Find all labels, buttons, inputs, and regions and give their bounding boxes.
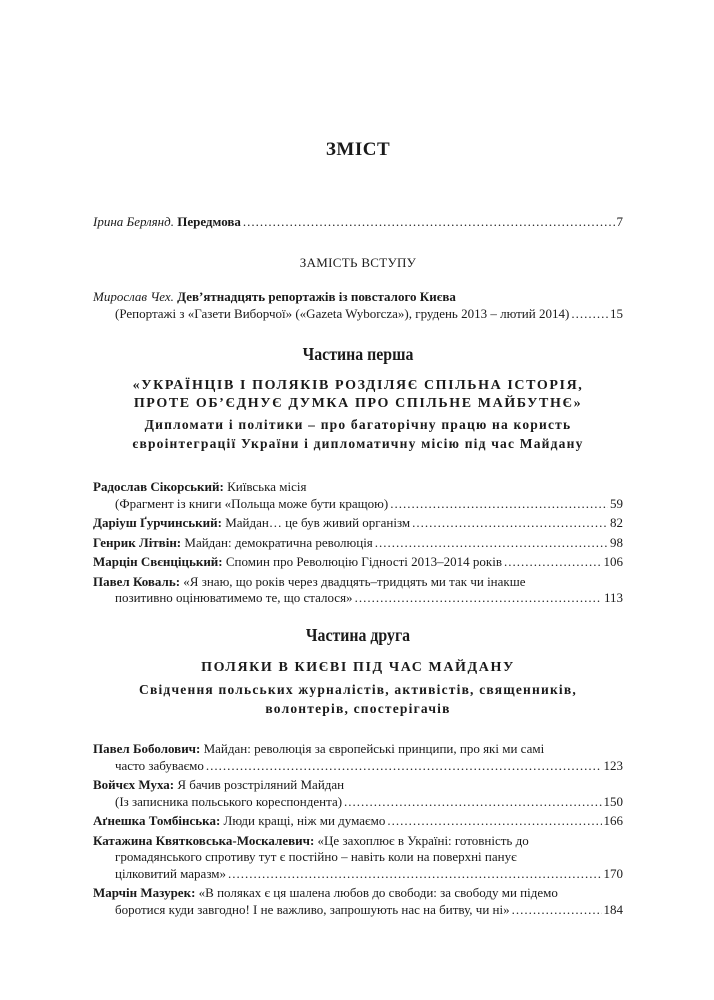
entry-title: Передмова: [177, 214, 241, 229]
entry-title-line: Майдан… це був живий організм: [225, 515, 411, 530]
entry-page: 166: [603, 813, 623, 828]
part-heading-line: ПРОТЕ ОБ’ЄДНУЄ ДУМКА ПРО СПІЛЬНЕ МАЙБУТНЄ»: [133, 396, 583, 411]
part-heading: [93, 659, 623, 677]
entry-page: 15: [610, 305, 623, 321]
toc-entry-preface[interactable]: [93, 214, 623, 231]
part-label: Частина друга: [305, 625, 411, 645]
toc-entry[interactable]: [93, 813, 623, 830]
entry-page: 170: [603, 865, 623, 881]
entry-title-line: громадянського спротиву тут є постійно – навіть коли на поверхні панує: [115, 849, 517, 864]
entry-title-line: «Це захоплює в Україні: готовність до: [317, 832, 529, 848]
dot-leader: [571, 306, 608, 323]
dot-leader: [412, 515, 608, 532]
dot-leader: [504, 554, 602, 571]
toc-entries: [93, 479, 623, 610]
entry-title-line: цілковитий маразм»: [115, 865, 227, 881]
part-heading-line: ПОЛЯКИ В КИЄВІ ПІД ЧАС МАЙДАНУ: [201, 660, 515, 675]
entry-title-line: Київська місія: [227, 479, 307, 494]
entry-author: Павел Коваль:: [93, 573, 181, 589]
dot-leader: [243, 214, 615, 231]
page-title: ЗМІСТ: [325, 139, 391, 160]
entry-author: Марцін Свєнціцький:: [93, 554, 223, 569]
toc-entry[interactable]: [93, 515, 623, 532]
part-subheading: [93, 415, 623, 453]
entry-title-line: боротися куди завгодно! І не важливо, запрошують нас на битву, чи ні»: [115, 901, 510, 917]
dot-leader: [228, 866, 601, 883]
part-subheading-line: євроінтеграції України і дипломатичну місію під час Майдану: [132, 436, 584, 451]
part-subheading-line: волонтерів, спостерігачів: [265, 701, 451, 716]
entry-title-line: Люди кращі, ніж ми думаємо: [223, 813, 386, 828]
entry-title-line: «Я знаю, що років через двадцять–тридцять ми так чи інакше: [183, 573, 526, 589]
part-subheading-line: Дипломати і політики – про багаторічну працю на користь: [144, 417, 572, 432]
toc-entry[interactable]: [93, 535, 623, 552]
part-label: Частина перша: [302, 344, 414, 364]
dot-leader: [206, 758, 602, 775]
toc-entry[interactable]: [93, 554, 623, 571]
entry-title-line: Я бачив розстріляний Майдан: [177, 777, 345, 792]
toc-entry[interactable]: [93, 741, 623, 774]
entry-author: Катажина Квятковська-Москалевич:: [93, 832, 315, 848]
part-heading: [93, 377, 623, 413]
entry-title-line: часто забуваємо: [115, 757, 204, 773]
dot-leader: [344, 794, 601, 811]
entry-author: Даріуш Ґурчинський:: [93, 515, 222, 530]
dot-leader: [390, 496, 608, 513]
entry-page: 150: [603, 793, 623, 809]
entry-page: 123: [603, 757, 623, 773]
entry-title: Дев’ятнадцять репортажів із повсталого Києва: [177, 289, 456, 304]
entry-author: Марчін Мазурек:: [93, 885, 196, 900]
entry-page: 98: [610, 534, 623, 550]
toc-entry[interactable]: [93, 574, 623, 607]
toc-entry[interactable]: [93, 833, 623, 883]
entry-title-line: Майдан: революція за європейські принципи, про які ми самі: [203, 741, 545, 756]
part-subheading: [93, 680, 623, 718]
entry-page: 82: [610, 515, 623, 530]
entry-author: Ірина Берлянд.: [93, 214, 174, 229]
dot-leader: [355, 590, 602, 607]
entry-author: Павел Боболович:: [93, 741, 201, 756]
toc-entry[interactable]: [93, 885, 623, 918]
part-heading-line: «УКРАЇНЦІВ І ПОЛЯКІВ РОЗДІЛЯЄ СПІЛЬНА ІСТОРІЯ,: [132, 378, 584, 393]
entry-title-line: «В поляках є ця шалена любов до свободи: за свободу ми підемо: [198, 885, 558, 900]
entry-title-line: (Із записника польського кореспондента): [115, 793, 343, 809]
entry-title-line: Спомин про Революцію Гідності 2013–2014 років: [225, 554, 502, 569]
entry-page: 7: [616, 214, 623, 229]
entry-title-line: Майдан: демократична революція: [184, 534, 373, 550]
toc-entry[interactable]: [93, 777, 623, 810]
entry-author: Войчєх Муха:: [93, 777, 175, 792]
dot-leader: [387, 813, 601, 830]
entry-page: 184: [603, 901, 623, 917]
entry-page: 113: [603, 590, 623, 605]
section-heading-intro: ЗАМІСТЬ ВСТУПУ: [299, 255, 417, 270]
entry-subtitle: (Репортажі з «Газети Виборчої» («Gazeta Wyborcza»), грудень 2013 – лютий 2014): [115, 305, 570, 321]
entry-author: Генрик Літвін:: [93, 534, 182, 550]
entry-author: Мирослав Чех.: [93, 289, 174, 304]
entry-page: 106: [603, 554, 623, 569]
dot-leader: [512, 902, 602, 919]
entry-title-line: позитивно оцінюватимемо те, що сталося»: [115, 590, 353, 605]
toc-entry-intro[interactable]: [93, 289, 623, 322]
entry-title-line: (Фрагмент із книги «Польща може бути кращою): [115, 495, 389, 511]
entry-author: Радослав Сікорський:: [93, 479, 224, 494]
entry-page: 59: [610, 495, 623, 511]
part-subheading-line: Свідчення польських журналістів, активістів, священників,: [139, 682, 577, 697]
toc-entries: [93, 741, 623, 921]
entry-author: Аґнешка Томбінська:: [93, 813, 221, 828]
toc-entry[interactable]: [93, 479, 623, 512]
dot-leader: [375, 535, 608, 552]
